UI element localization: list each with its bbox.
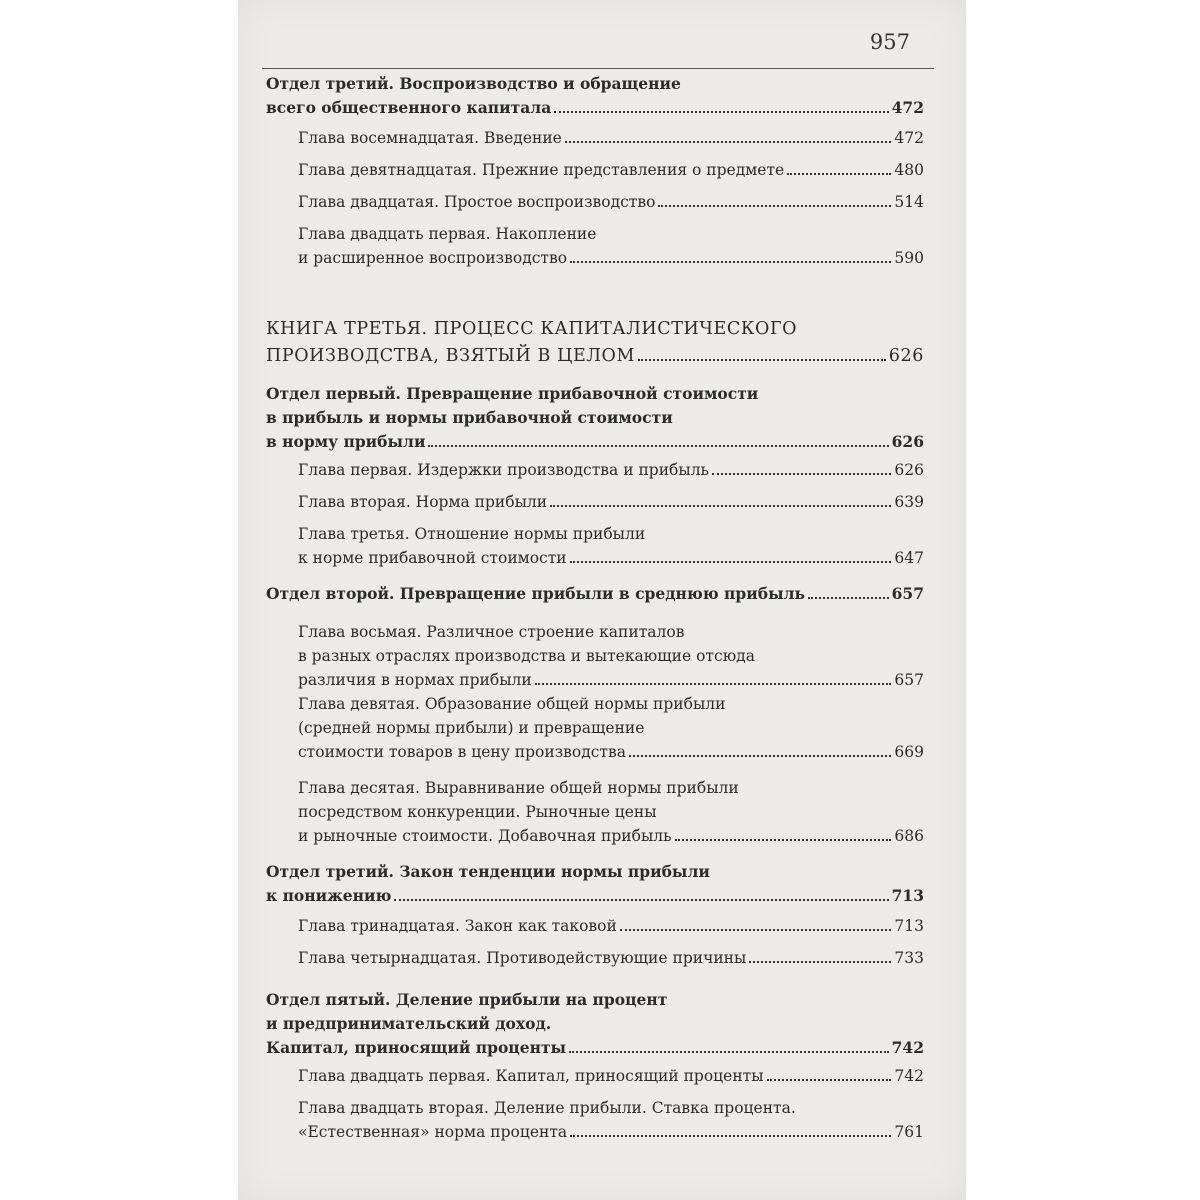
toc-page-number: 626	[894, 461, 924, 479]
toc-entry-line: Глава двадцать первая. Накопление	[298, 225, 597, 243]
toc-entry-line: Глава вторая. Норма прибыли	[298, 493, 548, 511]
toc-section-entry	[266, 382, 924, 454]
toc-entry-line: Отдел третий. Закон тенденции нормы прибыли	[266, 862, 710, 881]
toc-entry-last-line	[266, 582, 924, 606]
dot-leader	[428, 445, 888, 447]
toc-entry-last-line	[298, 126, 924, 150]
toc-entry-line: Отдел пятый. Деление прибыли на процент	[266, 990, 668, 1009]
toc-entry-line: к понижению	[266, 886, 392, 905]
dot-leader	[629, 755, 891, 757]
toc-section-entry	[266, 582, 924, 606]
toc-entry-line: Глава двадцать первая. Капитал, приносящий проценты	[298, 1067, 764, 1085]
toc-entry-line: стоимости товаров в цену производства	[298, 743, 626, 761]
toc-page-number: 590	[894, 249, 924, 267]
toc-entry-last-line	[298, 1120, 924, 1144]
toc-entry-last-line	[298, 1064, 924, 1088]
toc-entry-last-line	[266, 343, 924, 370]
toc-entry-line: в разных отраслях производства и вытекающие отсюда	[298, 647, 755, 665]
dot-leader	[569, 1051, 889, 1053]
toc-entry-last-line	[298, 158, 924, 182]
toc-entry-line: различия в нормах прибыли	[298, 671, 532, 689]
dot-leader	[565, 141, 892, 143]
dot-leader	[658, 205, 891, 207]
toc-page-number: 626	[888, 346, 924, 366]
toc-entry-line: (средней нормы прибыли) и превращение	[298, 719, 645, 737]
toc-entry-line: Глава тринадцатая. Закон как таковой	[298, 917, 617, 935]
toc-book-heading	[266, 316, 924, 370]
dot-leader	[550, 505, 891, 507]
dot-leader	[787, 173, 891, 175]
toc-entry-line: Глава двадцать вторая. Деление прибыли. Ставка процента.	[298, 1099, 796, 1117]
toc-page-number: 514	[894, 193, 924, 211]
dot-leader	[620, 929, 892, 931]
toc-chapter-entry	[298, 222, 924, 270]
toc-entry-line: Отдел второй. Превращение прибыли в среднюю прибыль	[266, 584, 806, 603]
toc-page-number: 626	[891, 432, 924, 451]
toc-chapter-entry	[298, 946, 924, 970]
toc-page-number: 472	[894, 129, 924, 147]
toc-chapter-entry	[298, 776, 924, 848]
toc-chapter-entry	[298, 158, 924, 182]
toc-entry-line: Глава четырнадцатая. Противодействующие причины	[298, 949, 747, 967]
toc-entry-line: к норме прибавочной стоимости	[298, 549, 567, 567]
toc-entry-line: и рыночные стоимости. Добавочная прибыль	[298, 827, 672, 845]
toc-entry-last-line	[298, 490, 924, 514]
toc-page-number: 713	[894, 917, 924, 935]
toc-section-entry	[266, 860, 924, 908]
toc-entry-line: Глава первая. Издержки производства и прибыль	[298, 461, 709, 479]
dot-leader	[675, 839, 892, 841]
dot-leader	[535, 683, 892, 685]
toc-chapter-entry	[298, 1064, 924, 1088]
toc-entry-last-line	[266, 884, 924, 908]
toc-page-number: 742	[891, 1038, 924, 1057]
toc-entry-last-line	[298, 458, 924, 482]
toc-page-number: 472	[891, 98, 924, 117]
dot-leader	[767, 1079, 892, 1081]
toc-entry-last-line	[298, 246, 924, 270]
toc-chapter-entry	[298, 692, 924, 764]
toc-entry-line: Глава восьмая. Различное строение капиталов	[298, 623, 685, 641]
dot-leader	[570, 561, 892, 563]
book-page	[238, 0, 966, 1200]
toc-entry-line: Глава двадцатая. Простое воспроизводство	[298, 193, 656, 211]
dot-leader	[570, 261, 891, 263]
toc-chapter-entry	[298, 126, 924, 150]
page-number: 957	[869, 30, 910, 54]
toc-entry-line: посредством конкуренции. Рыночные цены	[298, 803, 657, 821]
dot-leader	[394, 899, 888, 901]
dot-leader	[808, 597, 889, 599]
toc-chapter-entry	[298, 490, 924, 514]
toc-entry-line: «Естественная» норма процента	[298, 1123, 568, 1141]
dot-leader	[570, 1135, 891, 1137]
toc-entry-line: Отдел третий. Воспроизводство и обращение	[266, 74, 681, 93]
toc-entry-line: КНИГА ТРЕТЬЯ. ПРОЦЕСС КАПИТАЛИСТИЧЕСКОГО	[266, 319, 798, 339]
toc-chapter-entry	[298, 1096, 924, 1144]
toc-entry-line: в норму прибыли	[266, 432, 426, 451]
toc-entry-line: Глава третья. Отношение нормы прибыли	[298, 525, 646, 543]
dot-leader	[554, 111, 888, 113]
toc-entry-line: Глава восемнадцатая. Введение	[298, 129, 562, 147]
toc-page-number: 647	[894, 549, 924, 567]
toc-page-number: 742	[894, 1067, 924, 1085]
toc-entry-line: Отдел первый. Превращение прибавочной стоимости	[266, 384, 759, 403]
dot-leader	[712, 473, 891, 475]
toc-section-entry	[266, 988, 924, 1060]
toc-section-entry	[266, 72, 924, 120]
toc-chapter-entry	[298, 458, 924, 482]
toc-page-number: 761	[894, 1123, 924, 1141]
toc-page-number: 657	[891, 584, 924, 603]
toc-chapter-entry	[298, 190, 924, 214]
toc-page-number: 657	[894, 671, 924, 689]
toc-entry-last-line	[298, 824, 924, 848]
toc-page-number: 686	[894, 827, 924, 845]
toc-page-number: 713	[891, 886, 924, 905]
toc-entry-last-line	[298, 190, 924, 214]
toc-entry-last-line	[266, 96, 924, 120]
toc-chapter-entry	[298, 620, 924, 692]
toc-entry-last-line	[298, 946, 924, 970]
toc-entry-line: Глава десятая. Выравнивание общей нормы прибыли	[298, 779, 739, 797]
toc-entry-line: в прибыль и нормы прибавочной стоимости	[266, 408, 673, 427]
toc-entry-line: и расширенное воспроизводство	[298, 249, 568, 267]
toc-entry-line: всего общественного капитала	[266, 98, 552, 117]
toc-entry-last-line	[298, 546, 924, 570]
toc-page-number: 639	[894, 493, 924, 511]
toc-entry-last-line	[298, 668, 924, 692]
toc-chapter-entry	[298, 914, 924, 938]
toc-entry-line: Глава девятнадцатая. Прежние представления о предмете	[298, 161, 785, 179]
toc-entry-line: Глава девятая. Образование общей нормы прибыли	[298, 695, 726, 713]
toc-entry-last-line	[298, 914, 924, 938]
toc-page-number: 669	[894, 743, 924, 761]
toc-chapter-entry	[298, 522, 924, 570]
toc-entry-last-line	[298, 740, 924, 764]
toc-entry-line: ПРОИЗВОДСТВА, ВЗЯТЫЙ В ЦЕЛОМ	[266, 346, 636, 366]
dot-leader	[638, 359, 886, 361]
dot-leader	[749, 961, 891, 963]
toc-entry-line: и предпринимательский доход.	[266, 1014, 552, 1033]
table-of-contents	[238, 0, 966, 1200]
toc-entry-last-line	[266, 430, 924, 454]
toc-entry-line: Капитал, приносящий проценты	[266, 1038, 567, 1057]
toc-page-number: 480	[894, 161, 924, 179]
toc-entry-last-line	[266, 1036, 924, 1060]
toc-page-number: 733	[894, 949, 924, 967]
